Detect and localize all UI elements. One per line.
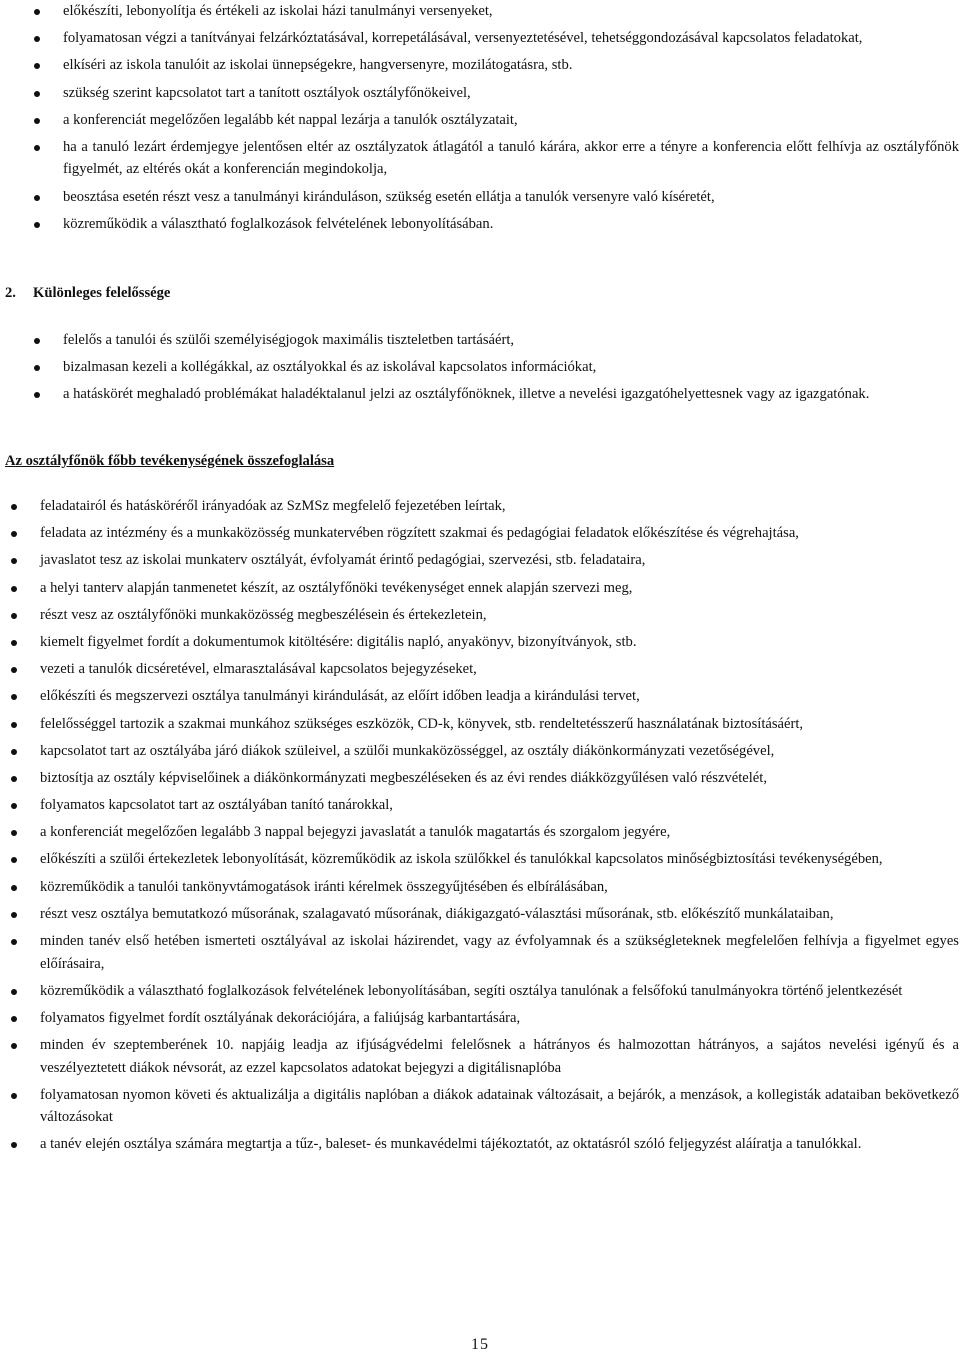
page-number: 15 xyxy=(471,1336,489,1353)
list-item-text: előkészíti és megszervezi osztálya tanulmányi kirándulását, az előírt időben leadja a kirándulási tervet, xyxy=(40,688,640,705)
bullet-icon xyxy=(11,830,17,836)
bullet-icon xyxy=(11,1016,17,1022)
list-item-text: bizalmasan kezeli a kollégákkal, az osztályokkal és az iskolával kapcsolatos információkat, xyxy=(63,359,597,376)
bullet-icon xyxy=(34,91,40,97)
list-item xyxy=(40,903,959,930)
list-item-text: beosztása esetén részt vesz a tanulmányi kiránduláson, szükség esetén ellátja a tanulók versenyre való kíséretét, xyxy=(63,188,715,205)
section-number: 2. xyxy=(5,285,16,301)
bullet-icon xyxy=(11,722,17,728)
list-item-text: közreműködik a tanulói tankönyvtámogatások iránti kérelmek összegyűjtésében és elbírálásában, xyxy=(40,878,608,895)
bullet-icon xyxy=(11,1043,17,1049)
list-item xyxy=(40,848,959,875)
bullet-icon xyxy=(34,195,40,201)
bullet-icon xyxy=(11,885,17,891)
list-item-text: biztosítja az osztály képviselőinek a diákönkormányzati megbeszéléseken és az évi rendes diákközgyűlésen való részvételét, xyxy=(40,769,767,786)
list-item-text: a tanév elején osztálya számára megtartja a tűz-, baleset- és munkavédelmi tájékoztatót, az oktatásról szóló feljegyzést aláíratja a tanulókkal. xyxy=(40,1136,862,1153)
summary-bullet-list xyxy=(40,495,959,1161)
list-item-text: a konferenciát megelőzően legalább két nappal lezárja a tanulók osztályzatait, xyxy=(63,111,518,128)
list-item xyxy=(40,980,959,1007)
list-item-text: ha a tanuló lezárt érdemjegye jelentősen eltér az osztályzatok átlagától a tanuló kárára, akkor erre a tényre a konferencia előtt felhívja az osztályfőnök figyelmét, az eltérés okát a konferencián megindokolja, xyxy=(63,138,959,178)
list-item-text: javaslatot tesz az iskolai munkaterv osztályát, évfolyamát érintő pedagógiai, szervezési, stb. feladataira, xyxy=(40,552,646,569)
section-title: Különleges felelőssége xyxy=(33,285,171,301)
list-item xyxy=(63,356,959,383)
bullet-icon xyxy=(11,749,17,755)
summary-heading: Az osztályfőnök főbb tevékenységének összefoglalása xyxy=(5,453,335,469)
list-item xyxy=(40,658,959,685)
list-item xyxy=(40,685,959,712)
bullet-icon xyxy=(34,365,40,371)
bullet-icon xyxy=(11,558,17,564)
list-item-text: közreműködik a választható foglalkozások felvételének lebonyolításában, segíti osztálya tanulónak a felsőfokú tanulmányokra történő jelentkezését xyxy=(40,982,903,999)
list-item xyxy=(63,54,959,81)
bullet-icon xyxy=(34,338,40,344)
list-item xyxy=(63,136,959,186)
bullet-icon xyxy=(11,504,17,510)
list-item xyxy=(40,767,959,794)
list-item xyxy=(63,213,959,240)
bullet-icon xyxy=(11,667,17,673)
bullet-icon xyxy=(11,613,17,619)
list-item-text: előkészíti a szülői értekezletek lebonyolítását, közreműködik az iskola szülőkkel és tanulókkal kapcsolatos minőségbiztosítási tevékenységében, xyxy=(40,851,883,868)
list-item xyxy=(40,821,959,848)
bullet-icon xyxy=(34,63,40,69)
bullet-icon xyxy=(34,392,40,398)
list-item-text: kapcsolatot tart az osztályába járó diákok szüleivel, a szülői munkaközösséggel, az osztály diákönkormányzati vezetőségével, xyxy=(40,742,775,759)
list-item xyxy=(63,186,959,213)
list-item xyxy=(63,0,959,27)
list-item xyxy=(40,1133,959,1160)
list-item-text: vezeti a tanulók dicséretével, elmarasztalásával kapcsolatos bejegyzéseket, xyxy=(40,661,477,678)
bullet-icon xyxy=(11,989,17,995)
list-item-text: folyamatosan nyomon követi és aktualizálja a digitális naplóban a diákok adatainak változásait, a bejárók, a menzások, a kollegisták adataiban bekövetkező változásokat xyxy=(40,1086,959,1126)
list-item-text: felelősséggel tartozik a szakmai munkához szükséges eszközök, CD-k, könyvek, stb. rendeltetésszerű használatának biztosításáért, xyxy=(40,715,804,732)
list-item-text: feladatairól és hatásköréről irányadóak az SzMSz megfelelő fejezetében leírtak, xyxy=(40,498,506,514)
list-item-text: folyamatos figyelmet fordít osztályának dekorációjára, a faliújság karbantartására, xyxy=(40,1009,521,1026)
bullet-icon xyxy=(11,776,17,782)
list-item xyxy=(63,329,959,356)
section-heading xyxy=(5,282,170,305)
bullet-icon xyxy=(34,145,40,151)
bullet-icon xyxy=(11,640,17,646)
list-item-text: a konferenciát megelőzően legalább 3 nappal bejegyzi javaslatát a tanulók magatartás és szorgalom jegyére, xyxy=(40,824,671,841)
list-item xyxy=(40,1007,959,1034)
list-item-text: a hatáskörét meghaladó problémákat haladéktalanul jelzi az osztályfőnöknek, illetve a nevelési igazgatóhelyettesnek vagy az igazgatónak. xyxy=(63,386,870,403)
list-item xyxy=(40,794,959,821)
list-item xyxy=(40,1034,959,1084)
bullet-icon xyxy=(11,857,17,863)
list-item-text: közreműködik a választható foglalkozások felvételének lebonyolításában. xyxy=(63,215,494,232)
bullet-icon xyxy=(11,694,17,700)
list-item-text: részt vesz osztálya bemutatkozó műsorának, szalagavató műsorának, diákigazgató-választási műsorának, stb. előkészítő munkálataiban, xyxy=(40,905,834,922)
list-item xyxy=(40,713,959,740)
list-item-text: folyamatosan végzi a tanítványai felzárkóztatásával, korrepetálásával, versenyeztetésével, tehetséggondozásával kapcsolatos feladatokat, xyxy=(63,30,863,47)
list-item xyxy=(63,109,959,136)
list-item-text: részt vesz az osztályfőnöki munkaközösség megbeszélésein és értekezletein, xyxy=(40,606,487,623)
list-item-text: szükség szerint kapcsolatot tart a tanított osztályok osztályfőnökeivel, xyxy=(63,84,471,101)
list-item xyxy=(63,82,959,109)
list-item-text: előkészíti, lebonyolítja és értékeli az iskolai házi tanulmányi versenyeket, xyxy=(63,3,493,19)
bullet-icon xyxy=(34,9,40,15)
list-item xyxy=(40,577,959,604)
list-item-text: kiemelt figyelmet fordít a dokumentumok kitöltésére: digitális napló, anyakönyv, bizonyítványok, stb. xyxy=(40,633,637,650)
list-item-text: elkíséri az iskola tanulóit az iskolai ünnepségekre, hangversenyre, mozilátogatásra, stb. xyxy=(63,57,573,74)
list-item xyxy=(40,549,959,576)
list-item xyxy=(40,631,959,658)
list-item xyxy=(40,522,959,549)
intro-bullet-list xyxy=(63,0,959,240)
list-item-text: minden év szeptemberének 10. napjáig leadja az ifjúságvédelmi felelősnek a hátrányos és halmozottan hátrányos, a sajátos nevelési igényű és a veszélyeztetett diákok névsorát, az ezzel kapcsolatos adatokat bejegyzi a digitálisnaplóba xyxy=(40,1037,959,1076)
list-item xyxy=(40,495,959,522)
bullet-icon xyxy=(11,586,17,592)
bullet-icon xyxy=(34,118,40,124)
bullet-icon xyxy=(11,912,17,918)
bullet-icon xyxy=(34,222,40,228)
bullet-icon xyxy=(11,939,17,945)
list-item xyxy=(63,27,959,54)
bullet-icon xyxy=(11,1142,17,1148)
list-item-text: minden tanév első hetében ismerteti osztályával az iskolai házirendet, vagy az évfolyamnak és a szükségleteknek megfelelően felhívja a figyelmet egyes előírásaira, xyxy=(40,933,959,972)
bullet-icon xyxy=(11,1093,17,1099)
bullet-icon xyxy=(34,36,40,42)
list-item xyxy=(40,1084,959,1134)
list-item-text: feladata az intézmény és a munkaközösség munkatervében rögzített szakmai és pedagógiai feladatok előkészítése és végrehajtása, xyxy=(40,525,799,542)
list-item xyxy=(63,383,959,410)
bullet-icon xyxy=(11,803,17,809)
list-item xyxy=(40,876,959,903)
list-item xyxy=(40,930,959,980)
list-item xyxy=(40,604,959,631)
special-responsibility-list xyxy=(63,329,959,411)
list-item xyxy=(40,740,959,767)
bullet-icon xyxy=(11,531,17,537)
list-item-text: folyamatos kapcsolatot tart az osztályában tanító tanárokkal, xyxy=(40,797,393,814)
list-item-text: a helyi tanterv alapján tanmenetet készít, az osztályfőnöki tevékenységet ennek alapján szervezi meg, xyxy=(40,579,633,596)
list-item-text: felelős a tanulói és szülői személyiségjogok maximális tiszteletben tartásáért, xyxy=(63,332,515,348)
